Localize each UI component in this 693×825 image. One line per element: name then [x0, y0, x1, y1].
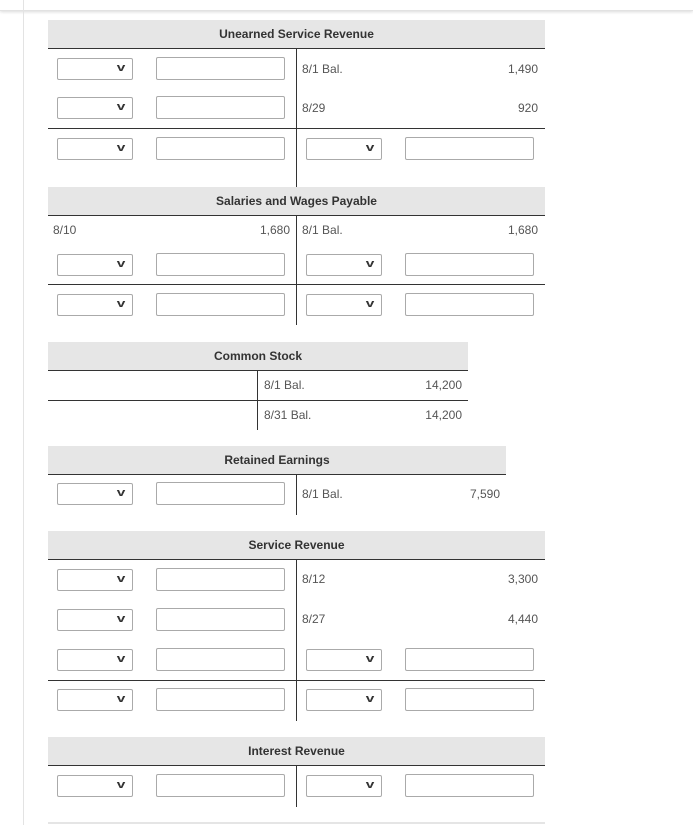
credit-row-value: 920	[517, 101, 538, 115]
debit-account-select[interactable]	[57, 483, 133, 505]
account-title-text: Unearned Service Revenue	[219, 27, 374, 41]
credit-row-value: 1,490	[507, 62, 538, 76]
debit-amount-input[interactable]	[156, 648, 285, 671]
credit-total-select[interactable]	[306, 689, 382, 711]
credit-account-select[interactable]	[306, 649, 382, 671]
t-account-unearned-service-revenue	[48, 20, 545, 190]
account-title-text: Service Revenue	[248, 538, 345, 552]
credit-row-value: 3,300	[507, 572, 538, 586]
t-vertical-rule	[296, 766, 297, 807]
credit-total-select[interactable]	[306, 294, 382, 316]
credit-account-select[interactable]	[306, 254, 382, 276]
debit-account-select[interactable]	[57, 609, 133, 631]
debit-account-select[interactable]	[57, 254, 133, 276]
debit-account-select[interactable]	[57, 58, 133, 80]
debit-amount-input[interactable]	[156, 96, 285, 119]
chevron-down-icon: v	[116, 693, 126, 705]
debit-row-label: 8/10	[53, 223, 77, 237]
t-vertical-rule	[296, 475, 297, 515]
account-title-text: Salaries and Wages Payable	[216, 194, 377, 208]
t-vertical-rule	[296, 49, 297, 190]
chevron-down-icon: v	[116, 62, 126, 74]
total-rule	[48, 128, 545, 129]
debit-account-select[interactable]	[57, 649, 133, 671]
total-rule	[48, 680, 545, 681]
t-account-service-revenue	[48, 531, 545, 721]
account-title	[48, 737, 545, 766]
account-title	[48, 446, 506, 475]
total-rule	[48, 400, 468, 401]
account-title	[48, 20, 545, 49]
credit-row-label: 8/31 Bal.	[264, 408, 312, 422]
debit-amount-input[interactable]	[156, 608, 285, 631]
chevron-down-icon: v	[365, 779, 375, 791]
chevron-down-icon: v	[116, 258, 126, 270]
credit-amount-input[interactable]	[405, 253, 534, 276]
chevron-down-icon: v	[116, 613, 126, 625]
t-account-retained-earnings	[48, 446, 506, 515]
account-title	[48, 187, 545, 216]
chevron-down-icon: v	[116, 487, 126, 499]
debit-account-select[interactable]	[57, 97, 133, 119]
debit-amount-input[interactable]	[156, 568, 285, 591]
credit-row-value: 4,440	[507, 612, 538, 626]
debit-amount-input[interactable]	[156, 57, 285, 80]
credit-total-select[interactable]	[306, 138, 382, 160]
chevron-down-icon: v	[365, 298, 375, 310]
debit-total-input[interactable]	[156, 137, 285, 160]
chevron-down-icon: v	[365, 653, 375, 665]
t-account-salaries-and-wages-payable	[48, 187, 545, 325]
left-divider	[23, 0, 24, 825]
top-bar	[0, 0, 693, 11]
chevron-down-icon: v	[116, 573, 126, 585]
debit-row-value: 1,680	[259, 223, 290, 237]
debit-amount-input[interactable]	[156, 774, 285, 797]
chevron-down-icon: v	[116, 779, 126, 791]
total-rule	[48, 284, 545, 285]
chevron-down-icon: v	[116, 142, 126, 154]
credit-account-select[interactable]	[306, 775, 382, 797]
account-title-text: Common Stock	[213, 349, 302, 363]
t-vertical-rule	[296, 560, 297, 721]
credit-row-value: 7,590	[469, 487, 500, 501]
debit-total-select[interactable]	[57, 294, 133, 316]
debit-total-input[interactable]	[156, 688, 285, 711]
account-title	[48, 531, 545, 560]
debit-amount-input[interactable]	[156, 253, 285, 276]
debit-amount-input[interactable]	[156, 482, 285, 505]
chevron-down-icon: v	[116, 101, 126, 113]
credit-row-value: 1,680	[507, 223, 538, 237]
debit-account-select[interactable]	[57, 569, 133, 591]
credit-row-label: 8/1 Bal.	[302, 223, 343, 237]
chevron-down-icon: v	[365, 258, 375, 270]
credit-row-label: 8/1 Bal.	[302, 62, 343, 76]
chevron-down-icon: v	[116, 653, 126, 665]
debit-account-select[interactable]	[57, 775, 133, 797]
chevron-down-icon: v	[365, 142, 375, 154]
account-title-text: Retained Earnings	[224, 453, 330, 467]
credit-row-label: 8/1 Bal.	[302, 487, 343, 501]
t-vertical-rule	[296, 216, 297, 325]
chevron-down-icon: v	[116, 298, 126, 310]
credit-amount-input[interactable]	[405, 648, 534, 671]
debit-total-select[interactable]	[57, 138, 133, 160]
account-title	[48, 342, 468, 371]
account-title-text: Interest Revenue	[248, 744, 345, 758]
credit-total-input[interactable]	[405, 688, 534, 711]
credit-total-input[interactable]	[405, 137, 534, 160]
credit-total-input[interactable]	[405, 293, 534, 316]
credit-row-value: 14,200	[425, 408, 462, 422]
credit-row-label: 8/29	[302, 101, 326, 115]
credit-row-label: 8/27	[302, 612, 326, 626]
credit-row-label: 8/1 Bal.	[264, 378, 305, 392]
chevron-down-icon: v	[365, 693, 375, 705]
debit-total-select[interactable]	[57, 689, 133, 711]
next-section-divider	[48, 822, 545, 824]
credit-row-value: 14,200	[425, 378, 462, 392]
t-account-interest-revenue	[48, 737, 545, 807]
credit-amount-input[interactable]	[405, 774, 534, 797]
t-account-common-stock	[48, 342, 468, 430]
credit-row-label: 8/12	[302, 572, 326, 586]
debit-total-input[interactable]	[156, 293, 285, 316]
